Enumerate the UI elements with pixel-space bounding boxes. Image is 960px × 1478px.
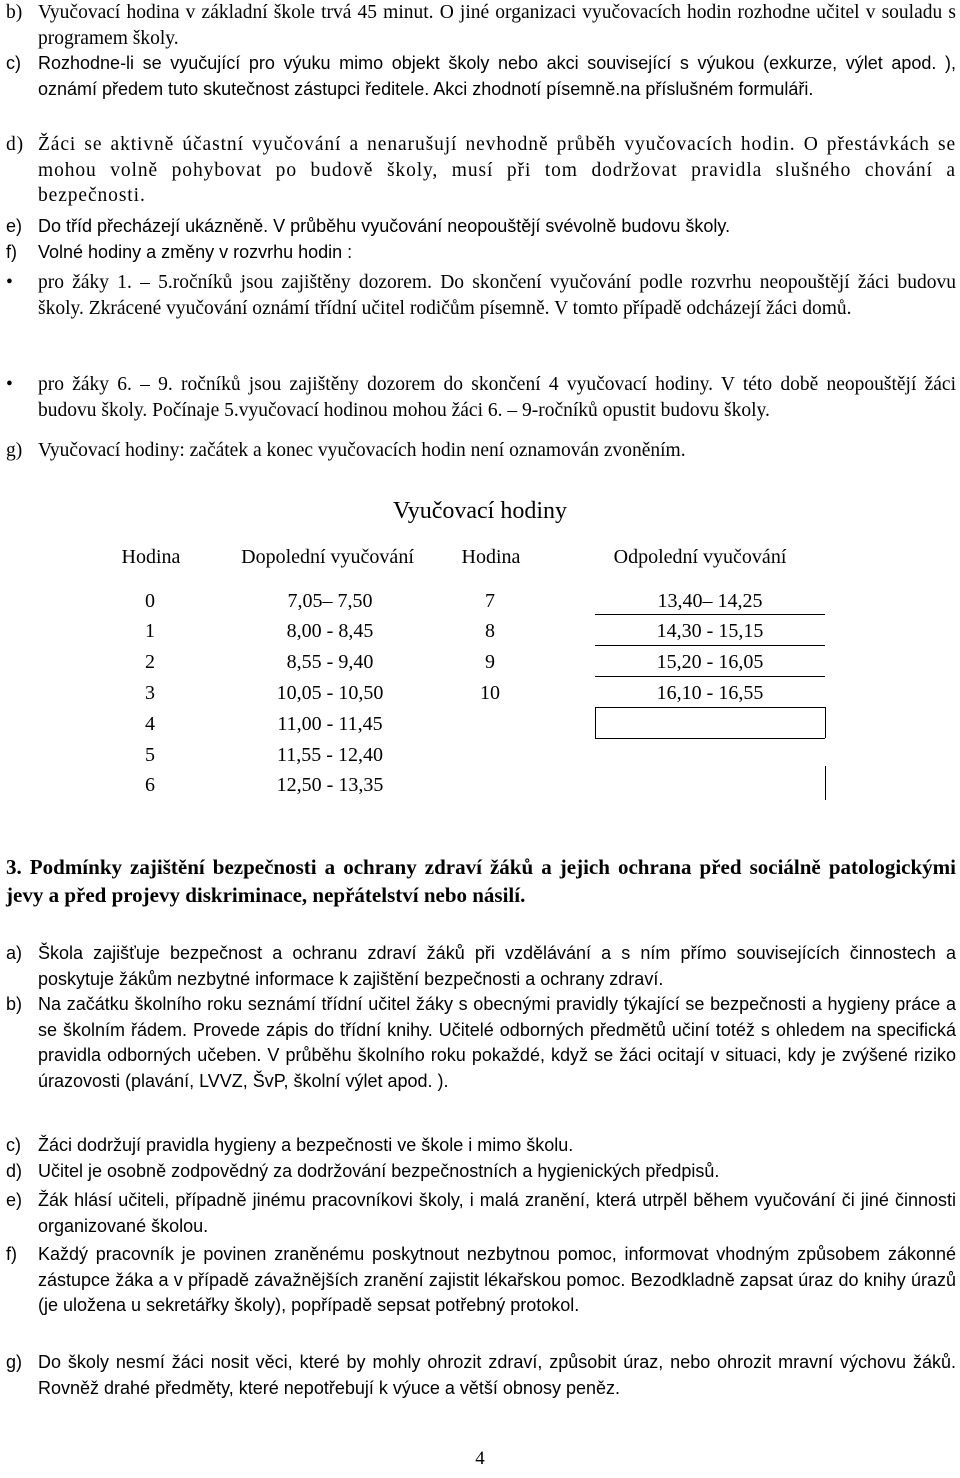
item-text: Žáci dodržují pravidla hygieny a bezpečnosti ve škole i mimo školu.	[38, 1135, 574, 1155]
cell-border	[825, 766, 826, 800]
list-item	[6, 1159, 956, 1185]
item-marker: e)	[6, 1190, 23, 1210]
hour-cell: 10	[480, 682, 500, 704]
header-cell: Hodina	[121, 546, 181, 568]
list-item	[6, 992, 956, 1094]
item-text: Vyučovací hodiny: začátek a konec vyučovacích hodin není oznamován zvoněním.	[38, 440, 686, 461]
hour-cell: 2	[145, 651, 155, 673]
time-cell: 8,55 - 9,40	[286, 651, 374, 673]
bullet-item	[6, 372, 956, 423]
hour-cell: 7	[485, 590, 495, 612]
table-title: Vyučovací hodiny	[393, 498, 567, 524]
item-text: Na začátku školního roku seznámí třídní učitel žáky s obecnými pravidly týkající se bezpečnosti a hygieny práce a se školním řádem. Provede zápis do třídní knihy. Učitelé odborných předmětů učiní totéž s ohledem na specifická pravidla odborných učeben. V průběhu školního roku pokaždé, když se žáci ocitají v situaci, kdy je zvýšené riziko úrazovosti (plavání, LVVZ, ŠvP, školní výlet apod. ).	[38, 994, 956, 1091]
header-cell: Dopolední vyučování	[241, 546, 414, 568]
item-marker: e)	[6, 216, 23, 236]
list-item	[6, 941, 956, 992]
item-text: Do školy nesmí žáci nosit věci, které by mohly ohrozit zdraví, způsobit úraz, nebo ohrozit mravní výchovu žáků. Rovněž drahé předměty, které nepotřebují k výuce a větší obnosy peněz.	[38, 1352, 956, 1398]
list-item	[6, 1133, 956, 1159]
hour-cell: 8	[485, 620, 495, 642]
item-text: Volné hodiny a změny v rozvrhu hodin :	[38, 242, 353, 262]
item-text: Vyučovací hodina v základní škole trvá 45 minut. O jiné organizaci vyučovacích hodin rozhodne učitel v souladu s programem školy.	[38, 2, 956, 49]
time-cell: 11,55 - 12,40	[277, 744, 383, 766]
time-cell: 8,00 - 8,45	[286, 620, 374, 642]
header-cell: Odpolední vyučování	[613, 546, 787, 568]
item-marker: c)	[6, 1135, 21, 1155]
list-item	[6, 0, 956, 51]
item-marker: b)	[6, 2, 23, 23]
cell-border	[825, 707, 826, 738]
cell-border	[595, 707, 596, 738]
hour-cell: 0	[145, 590, 155, 612]
item-marker: c)	[6, 53, 21, 73]
item-marker: g)	[6, 1352, 23, 1372]
hour-cell: 3	[145, 682, 155, 704]
time-cell: 10,05 - 10,50	[276, 682, 384, 704]
list-item	[6, 132, 956, 209]
cell-rule	[595, 614, 825, 615]
hour-cell: 1	[145, 620, 155, 642]
time-cell: 12,50 - 13,35	[276, 774, 384, 796]
item-marker: d)	[6, 134, 25, 155]
time-cell: 15,20 - 16,05	[656, 651, 764, 673]
hour-cell: 6	[145, 774, 155, 796]
time-cell: 14,30 - 15,15	[656, 620, 764, 642]
item-text: Žáci se aktivně účastní vyučování a nenarušují nevhodně průběh vyučovacích hodin. O přestávkách se mohou volně pohybovat po budově školy, musí při tom dodržovat pravidla slušného chování a bezpečnosti.	[38, 134, 956, 206]
item-text: Učitel je osobně zodpovědný za dodržování bezpečnostních a hygienických předpisů.	[38, 1161, 720, 1181]
time-cell: 13,40– 14,25	[657, 590, 763, 612]
item-text: Škola zajišťuje bezpečnost a ochranu zdraví žáků při vzdělávání a s ním přímo souvisejících činnostech a poskytuje žákům nezbytné informace k zajištění bezpečnosti a ochrany zdraví.	[38, 943, 956, 989]
hour-cell: 4	[145, 713, 155, 735]
item-text: Žák hlásí učiteli, případně jinému pracovníkovi školy, i malá zranění, která utrpěl během vyučování či jiné činnosti organizované školou.	[38, 1190, 956, 1236]
item-text: Rozhodne-li se vyučující pro výuku mimo objekt školy nebo akci související s výukou (exkurze, výlet apod. ), oznámí předem tuto skutečnost zástupci ředitele. Akci zhodnotí písemně.na příslušném formuláři.	[38, 53, 956, 99]
cell-rule	[595, 738, 825, 739]
header-cell: Hodina	[461, 546, 521, 568]
hour-cell: 5	[145, 744, 155, 766]
bullet-icon: •	[6, 272, 13, 293]
bullet-item	[6, 270, 956, 321]
cell-rule	[595, 676, 825, 677]
list-item	[6, 1350, 956, 1401]
list-item	[6, 1242, 956, 1319]
time-cell: 7,05– 7,50	[287, 590, 373, 612]
item-marker: a)	[6, 943, 23, 963]
cell-rule	[595, 645, 825, 646]
item-marker: g)	[6, 440, 23, 461]
time-cell: 16,10 - 16,55	[656, 682, 764, 704]
item-text: Každý pracovník je povinen zraněnému poskytnout nezbytnou pomoc, informovat vhodným způsobem zákonné zástupce žáka a v případě závažnějších zranění zajistit lékařskou pomoc. Bezodkladně zapsat úraz do knihy úrazů (je uložena u sekretářky školy), popřípadě sepsat potřebný protokol.	[38, 1244, 956, 1315]
page-number: 4	[475, 1448, 485, 1469]
item-marker: f)	[6, 1244, 17, 1264]
item-marker: d)	[6, 1161, 23, 1181]
list-item	[6, 214, 956, 240]
list-item	[6, 438, 956, 464]
list-item	[6, 1188, 956, 1239]
bullet-text: pro žáky 6. – 9. ročníků jsou zajištěny dozorem do skončení 4 vyučovací hodiny. V této době neopouštějí žáci budovu školy. Počínaje 5.vyučovací hodinou mohou žáci 6. – 9-ročníků opustit budovu školy.	[38, 374, 956, 421]
bullet-icon: •	[6, 374, 13, 395]
item-marker: f)	[6, 242, 17, 262]
item-text: Do tříd přecházejí ukázněně. V průběhu vyučování neopouštějí svévolně budovu školy.	[38, 216, 731, 236]
item-marker: b)	[6, 994, 23, 1014]
time-cell: 11,00 - 11,45	[277, 713, 383, 735]
hour-cell: 9	[485, 651, 495, 673]
bullet-text: pro žáky 1. – 5.ročníků jsou zajištěny dozorem. Do skončení vyučování podle rozvrhu neopouštějí žáci budovu školy. Zkrácené vyučování oznámí třídní učitel rodičům písemně. V tomto případě odcházejí žáci domů.	[38, 272, 956, 319]
list-item	[6, 240, 956, 266]
cell-rule	[595, 707, 825, 708]
section-heading: 3. Podmínky zajištění bezpečnosti a ochrany zdraví žáků a jejich ochrana před sociálně patologickými jevy a před projevy diskriminace, nepřátelství nebo násilí.	[6, 855, 956, 907]
list-item	[6, 51, 956, 102]
